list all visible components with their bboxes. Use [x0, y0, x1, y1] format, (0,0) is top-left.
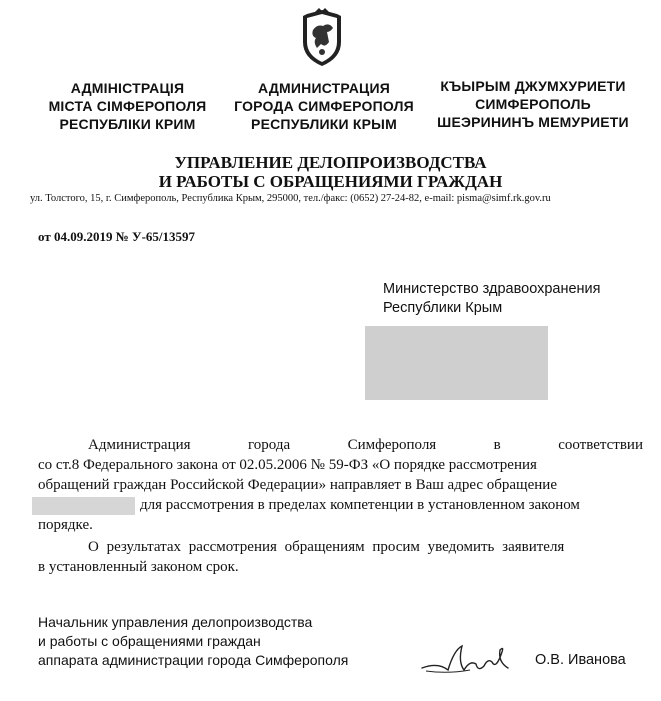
header-left-line: РЕСПУБЛІКИ КРИМ	[59, 116, 196, 132]
applicant-name-redaction	[32, 497, 135, 515]
header-right-line: КЪЫРЫМ ДЖУМХУРИЕТИ	[440, 78, 626, 94]
header-right	[428, 77, 638, 131]
recipient-line1: Министерство здравоохранения	[383, 281, 601, 297]
header-right-line: ШЕЭРИНИНЪ МЕМУРИЕТИ	[437, 114, 629, 130]
header-center-line: РЕСПУБЛИКИ КРЫМ	[251, 116, 397, 132]
body-line-7: в установленный законом срок.	[38, 559, 239, 575]
body-word: в	[493, 437, 501, 453]
signatory-title-line3: аппарата администрации города Симферополя	[38, 652, 349, 668]
recipient-address-redaction	[365, 326, 548, 400]
body-word: города	[248, 437, 291, 453]
header-left	[40, 79, 215, 133]
body-line-3: обращений граждан Российской Федерации» направляет в Ваш адрес обращение	[38, 477, 557, 493]
body-line-4: для рассмотрения в пределах компетенции в установленном законом	[140, 497, 580, 513]
department-title-line2: И РАБОТЫ С ОБРАЩЕНИЯМИ ГРАЖДАН	[158, 172, 503, 191]
body-word: Администрация	[88, 437, 191, 453]
header-center	[228, 79, 420, 133]
body-line-6: О результатах рассмотрения обращениям просим уведомить заявителя	[88, 539, 565, 555]
department-title-line1: УПРАВЛЕНИЕ ДЕЛОПРОИЗВОДСТВА	[174, 153, 487, 172]
signatory-name: О.В. Иванова	[535, 652, 626, 668]
body-word: Симферополя	[347, 437, 437, 453]
header-center-line: ГОРОДА СИМФЕРОПОЛЯ	[234, 98, 414, 114]
body-line-5: порядке.	[38, 517, 93, 533]
signatory-title-line2: и работы с обращениями граждан	[38, 633, 261, 649]
body-line-1	[38, 436, 643, 455]
header-left-line: АДМІНІСТРАЦІЯ	[70, 80, 185, 96]
header-left-line: МІСТА СІМФЕРОПОЛЯ	[48, 98, 207, 114]
department-address: ул. Толстого, 15, г. Симферополь, Республика Крым, 295000, тел./факс: (0652) 27-24-82, e-mail: pisma@simf.rk.gov.ru	[30, 193, 551, 204]
header-right-line: СИМФЕРОПОЛЬ	[475, 96, 591, 112]
header-center-line: АДМИНИСТРАЦИЯ	[258, 80, 390, 96]
recipient-line2: Республики Крым	[383, 300, 503, 316]
coat-of-arms-emblem	[297, 8, 347, 68]
body-word: соответствии	[558, 437, 643, 453]
body-line-2: со ст.8 Федерального закона от 02.05.2006 № 59-ФЗ «О порядке рассмотрения	[38, 457, 537, 473]
signatory-title-line1: Начальник управления делопроизводства	[38, 614, 313, 630]
outgoing-reference: от 04.09.2019 № У-65/13597	[38, 229, 196, 244]
handwritten-signature	[418, 640, 518, 680]
